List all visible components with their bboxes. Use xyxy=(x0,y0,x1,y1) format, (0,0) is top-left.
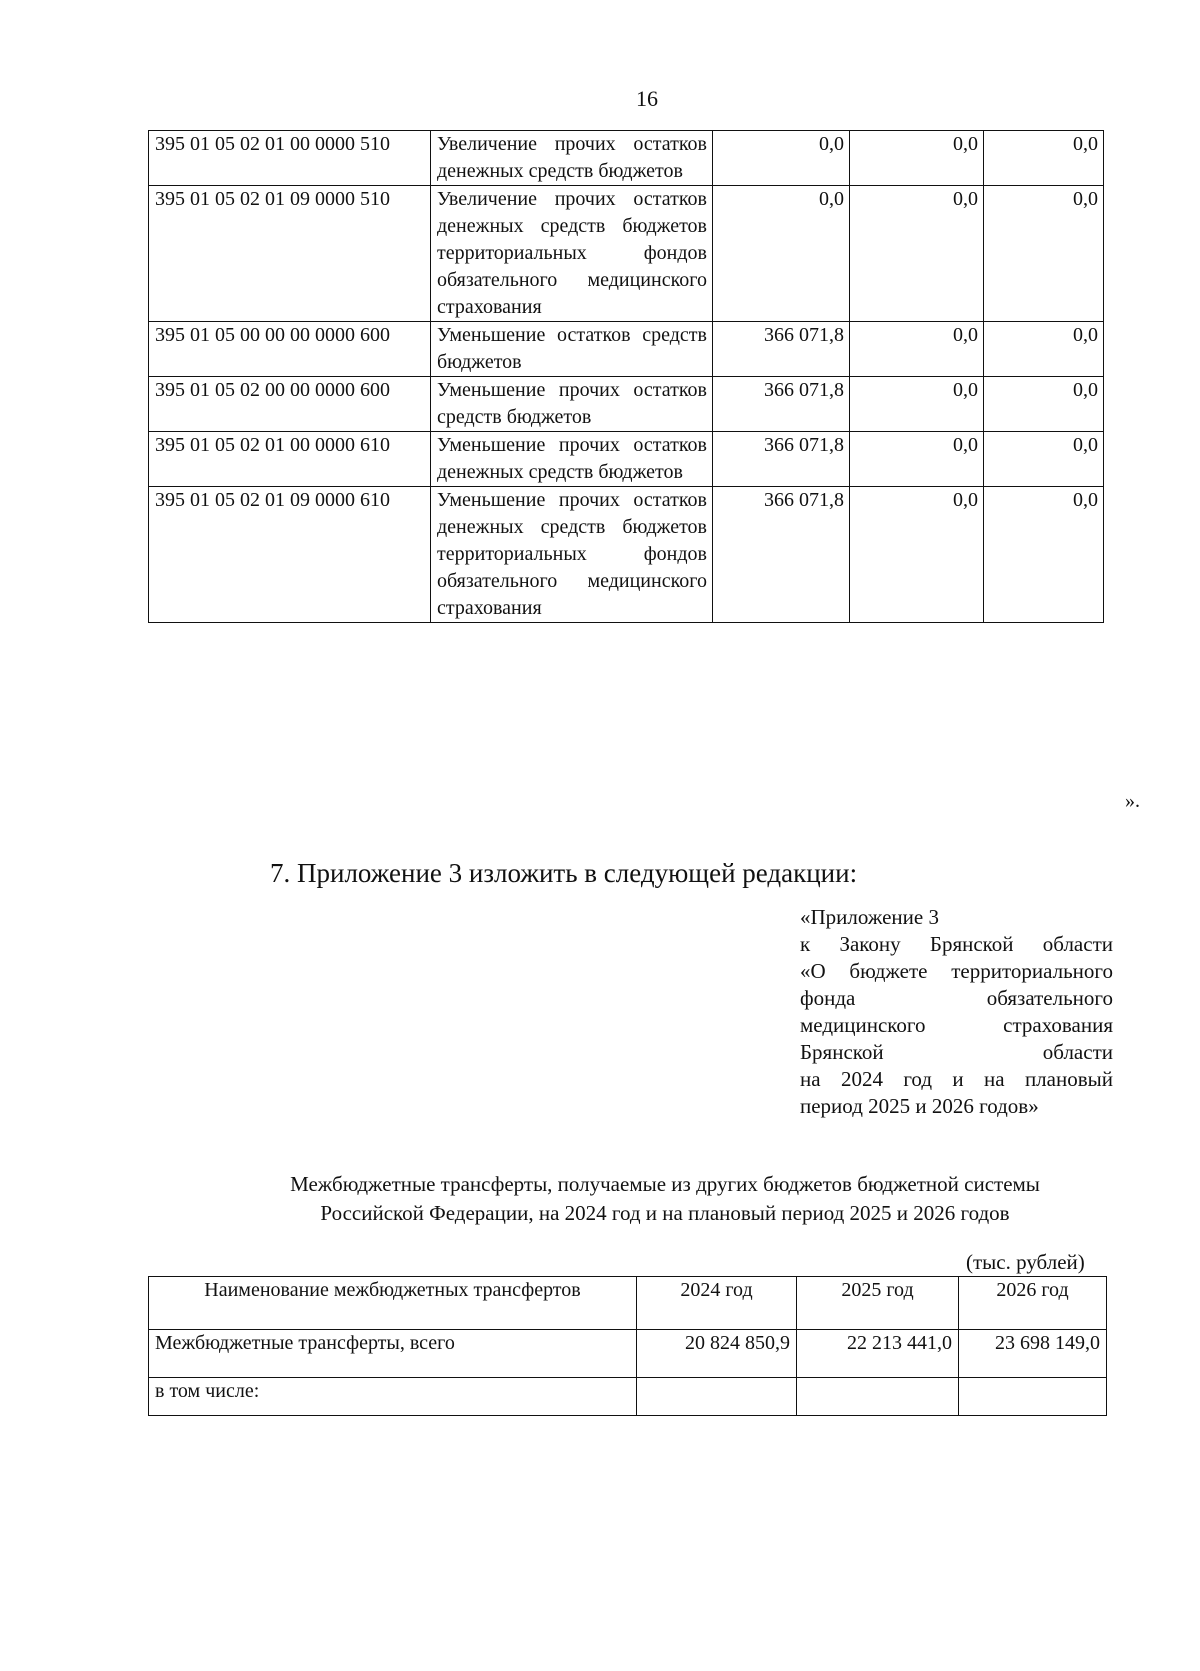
value-2026: 0,0 xyxy=(984,377,1104,432)
budget-item-name: Уменьшение прочих остатков средств бюджетов xyxy=(431,377,713,432)
closing-quote: ». xyxy=(1125,790,1140,812)
value-2024 xyxy=(637,1378,797,1416)
value-2024: 0,0 xyxy=(713,131,850,186)
value-2026: 0,0 xyxy=(984,131,1104,186)
value-2025 xyxy=(797,1378,959,1416)
budget-item-name: Увеличение прочих остатков денежных средств бюджетов территориальных фондов обязательного медицинского страхования xyxy=(431,186,713,322)
appendix-line: на 2024 год и на плановый xyxy=(800,1067,1113,1091)
transfer-name: в том числе: xyxy=(149,1378,637,1416)
value-2024: 366 071,8 xyxy=(713,432,850,487)
budget-code: 395 01 05 02 01 00 0000 610 xyxy=(149,432,431,487)
appendix-line: «О бюджете территориального xyxy=(800,959,1113,983)
table-title-line: Российской Федерации, на 2024 год и на плановый период 2025 и 2026 годов xyxy=(320,1201,1010,1225)
table-row xyxy=(149,322,1104,377)
value-2024: 20 824 850,9 xyxy=(637,1330,797,1378)
table-title-line: Межбюджетные трансферты, получаемые из других бюджетов бюджетной системы xyxy=(290,1172,1040,1196)
budget-item-name: Увеличение прочих остатков денежных средств бюджетов xyxy=(431,131,713,186)
value-2025: 0,0 xyxy=(850,322,984,377)
value-2026: 0,0 xyxy=(984,322,1104,377)
value-2026: 0,0 xyxy=(984,186,1104,322)
transfers-table xyxy=(148,1276,1107,1416)
table-row xyxy=(149,377,1104,432)
budget-code: 395 01 05 02 01 09 0000 610 xyxy=(149,487,431,623)
table-row xyxy=(149,432,1104,487)
budget-code: 395 01 05 02 01 09 0000 510 xyxy=(149,186,431,322)
appendix-line: Брянской области xyxy=(800,1040,1113,1064)
value-2025: 0,0 xyxy=(850,432,984,487)
value-2025: 0,0 xyxy=(850,487,984,623)
table-row xyxy=(149,1378,1107,1416)
table-header-row xyxy=(149,1277,1107,1330)
section-heading: 7. Приложение 3 изложить в следующей редакции: xyxy=(270,858,858,888)
column-header-2024: 2024 год xyxy=(637,1277,797,1330)
appendix-line: период 2025 и 2026 годов» xyxy=(800,1094,1039,1118)
value-2024: 0,0 xyxy=(713,186,850,322)
value-2024: 366 071,8 xyxy=(713,487,850,623)
budget-item-name: Уменьшение прочих остатков денежных средств бюджетов территориальных фондов обязательного медицинского страхования xyxy=(431,487,713,623)
unit-label: (тыс. рублей) xyxy=(966,1250,1085,1274)
value-2024: 366 071,8 xyxy=(713,377,850,432)
table-row xyxy=(149,1330,1107,1378)
table-row xyxy=(149,186,1104,322)
value-2025: 0,0 xyxy=(850,186,984,322)
appendix-line: «Приложение 3 xyxy=(800,905,939,929)
table-row xyxy=(149,487,1104,623)
sources-financing-table xyxy=(148,130,1104,623)
budget-code: 395 01 05 02 01 00 0000 510 xyxy=(149,131,431,186)
value-2025: 0,0 xyxy=(850,131,984,186)
appendix-line: медицинского страхования xyxy=(800,1013,1113,1037)
table-title xyxy=(230,1170,1100,1228)
appendix-line: фонда обязательного xyxy=(800,986,1113,1010)
transfer-name: Межбюджетные трансферты, всего xyxy=(149,1330,637,1378)
budget-item-name: Уменьшение остатков средств бюджетов xyxy=(431,322,713,377)
value-2026 xyxy=(959,1378,1107,1416)
value-2025: 0,0 xyxy=(850,377,984,432)
column-header-name: Наименование межбюджетных трансфертов xyxy=(149,1277,637,1330)
table-row xyxy=(149,131,1104,186)
value-2026: 0,0 xyxy=(984,487,1104,623)
budget-code: 395 01 05 02 00 00 0000 600 xyxy=(149,377,431,432)
appendix-header xyxy=(800,904,1113,1120)
value-2026: 23 698 149,0 xyxy=(959,1330,1107,1378)
value-2024: 366 071,8 xyxy=(713,322,850,377)
budget-code: 395 01 05 00 00 00 0000 600 xyxy=(149,322,431,377)
value-2025: 22 213 441,0 xyxy=(797,1330,959,1378)
column-header-2025: 2025 год xyxy=(797,1277,959,1330)
column-header-2026: 2026 год xyxy=(959,1277,1107,1330)
budget-item-name: Уменьшение прочих остатков денежных средств бюджетов xyxy=(431,432,713,487)
value-2026: 0,0 xyxy=(984,432,1104,487)
appendix-line: к Закону Брянской области xyxy=(800,932,1113,956)
page-number: 16 xyxy=(636,86,658,111)
